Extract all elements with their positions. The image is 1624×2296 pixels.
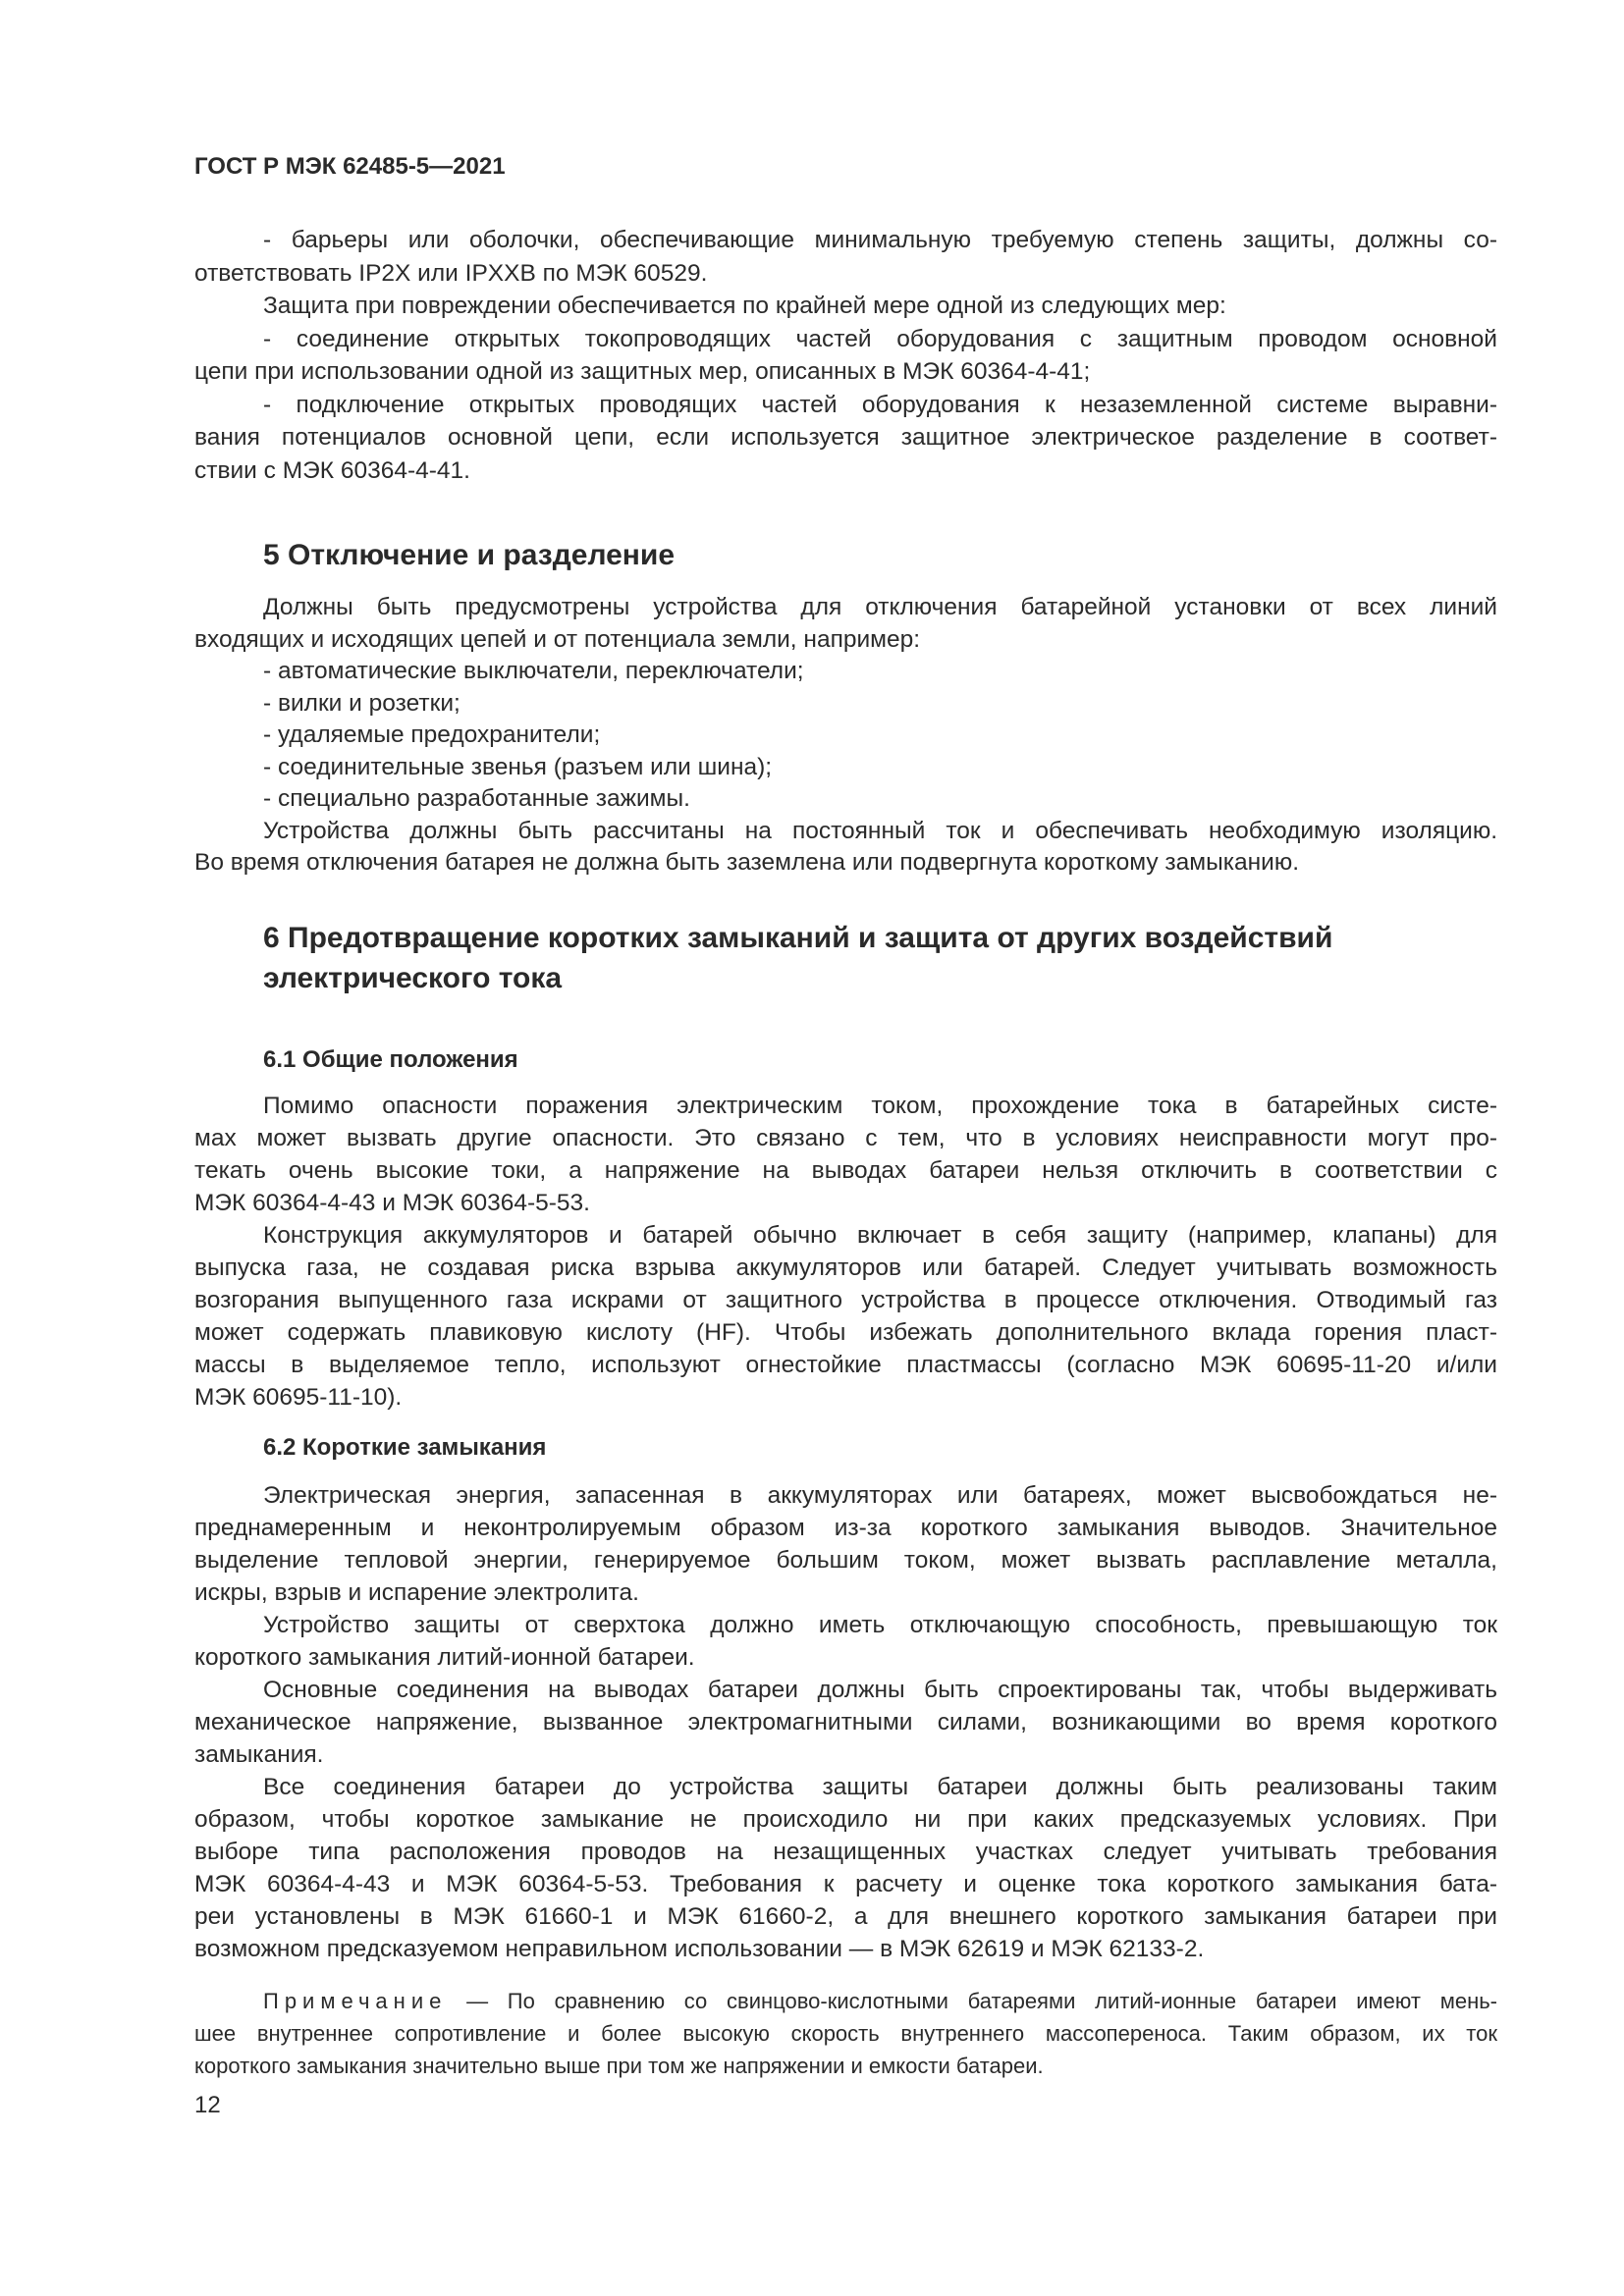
paragraph-line: короткого замыкания литий-ионной батареи. <box>194 1644 695 1671</box>
paragraph-line: цепи при использовании одной из защитных мер, описанных в МЭК 60364-4-41; <box>194 358 1091 385</box>
section-6-1-heading: 6.1 Общие положения <box>263 1046 518 1073</box>
paragraph-line: входящих и исходящих цепей и от потенциала земли, например: <box>194 625 921 653</box>
note-text: — По сравнению со свинцово-кислотными батареями литий-ионные батареи имеют мень- <box>447 1989 1497 2013</box>
note-line: шее внутреннее сопротивление и более высокую скорость внутреннего массопереноса. Таким образом, их ток <box>194 2021 1497 2046</box>
paragraph-line: Все соединения батареи до устройства защиты батареи должны быть реализованы таким <box>263 1774 1497 1800</box>
paragraph-line: Устройства должны быть рассчитаны на постоянный ток и обеспечивать необходимую изоляцию. <box>263 817 1497 844</box>
paragraph-line: Должны быть предусмотрены устройства для отключения батарейной установки от всех линий <box>263 594 1497 620</box>
paragraph-line: возгорания выпущенного газа искрами от защитного устройства в процессе отключения. Отводимый газ <box>194 1287 1497 1313</box>
paragraph-line: Основные соединения на выводах батареи должны быть спроектированы так, чтобы выдерживать <box>263 1677 1497 1703</box>
paragraph-line: - специально разработанные зажимы. <box>263 785 690 812</box>
paragraph-line: выпуска газа, не создавая риска взрыва аккумуляторов или батарей. Следует учитывать возможность <box>194 1255 1497 1281</box>
section-5-heading: 5 Отключение и разделение <box>263 539 676 571</box>
paragraph-line: мах может вызвать другие опасности. Это связано с тем, что в условиях неисправности могут про- <box>194 1125 1497 1151</box>
paragraph-line: может содержать плавиковую кислоту (HF). Чтобы избежать дополнительного вклада горения пласт- <box>194 1319 1497 1346</box>
note-line <box>194 1985 1497 2017</box>
section-6-2-heading: 6.2 Короткие замыкания <box>263 1434 547 1461</box>
paragraph-line: Помимо опасности поражения электрическим током, прохождение тока в батарейных систе- <box>263 1093 1497 1119</box>
paragraph-line: преднамеренным и неконтролируемым образом из-за короткого замыкания выводов. Значительное <box>194 1515 1497 1541</box>
paragraph-line: - удаляемые предохранители; <box>263 721 601 748</box>
text-block-section-6-1 <box>194 1090 1497 1414</box>
paragraph-line: Во время отключения батарея не должна быть заземлена или подвергнута короткому замыканию. <box>194 849 1300 876</box>
paragraph-line: механическое напряжение, вызванное электромагнитными силами, возникающими во время короткого <box>194 1709 1497 1735</box>
paragraph-line: - вилки и розетки; <box>263 689 460 717</box>
paragraph-line: текать очень высокие токи, а напряжение на выводах батареи нельзя отключить в соответствии с <box>194 1157 1497 1184</box>
paragraph-line: вания потенциалов основной цепи, если используется защитное электрическое разделение в соответ- <box>194 424 1497 451</box>
paragraph-line: замыкания. <box>194 1741 324 1768</box>
paragraph-line: МЭК 60364-4-43 и МЭК 60364-5-53. Требования к расчету и оценке тока короткого замыкания бата- <box>194 1871 1497 1897</box>
section-6-heading-line1: 6 Предотвращение коротких замыканий и защита от других воздействий <box>263 922 1333 954</box>
paragraph-line: массы в выделяемое тепло, используют огнестойкие пластмассы (согласно МЭК 60695-11-20 и/или <box>194 1352 1497 1378</box>
paragraph-line: Конструкция аккумуляторов и батарей обычно включает в себя защиту (например, клапаны) для <box>263 1222 1497 1249</box>
paragraph-line: выделение тепловой энергии, генерируемое большим током, может вызвать расплавление металла, <box>194 1547 1497 1574</box>
paragraph-line: возможном предсказуемом неправильном использовании — в МЭК 62619 и МЭК 62133-2. <box>194 1936 1205 1962</box>
paragraph-line: Электрическая энергия, запасенная в аккумуляторах или батареях, может высвобождаться не- <box>263 1482 1497 1509</box>
text-block-protection <box>194 224 1497 487</box>
paragraph-line: Устройство защиты от сверхтока должно иметь отключающую способность, превышающую ток <box>263 1612 1497 1638</box>
paragraph-line: реи установлены в МЭК 61660-1 и МЭК 61660-2, а для внешнего короткого замыкания батареи при <box>194 1903 1497 1930</box>
paragraph-line: - барьеры или оболочки, обеспечивающие минимальную требуемую степень защиты, должны со- <box>263 227 1497 253</box>
paragraph-line: - соединение открытых токопроводящих частей оборудования с защитным проводом основной <box>263 325 1497 352</box>
section-6-heading-line2: электрического тока <box>263 962 563 994</box>
note <box>194 1985 1497 2082</box>
note-line: короткого замыкания значительно выше при том же напряжении и емкости батареи. <box>194 2054 1044 2078</box>
paragraph-line: МЭК 60364-4-43 и МЭК 60364-5-53. <box>194 1190 590 1216</box>
text-block-section-6-2 <box>194 1479 1497 1965</box>
paragraph-line: выборе типа расположения проводов на незащищенных участках следует учитывать требования <box>194 1839 1497 1865</box>
paragraph-line: - соединительные звенья (разъем или шина); <box>263 753 773 780</box>
paragraph-line: - автоматические выключатели, переключатели; <box>263 658 804 684</box>
paragraph-line: ответствовать IP2X или IPXXB по МЭК 60529. <box>194 259 708 287</box>
section-6-heading <box>263 918 1497 998</box>
page-number: 12 <box>194 2092 221 2118</box>
note-label: Примечание <box>263 1989 448 2013</box>
paragraph-line: МЭК 60695-11-10). <box>194 1384 403 1411</box>
paragraph-line: образом, чтобы короткое замыкание не происходило ни при каких предсказуемых условиях. При <box>194 1806 1497 1833</box>
paragraph-line: Защита при повреждении обеспечивается по крайней мере одной из следующих мер: <box>263 293 1226 319</box>
paragraph-line: ствии с МЭК 60364-4-41. <box>194 456 470 484</box>
document-header: ГОСТ Р МЭК 62485-5—2021 <box>194 153 506 180</box>
paragraph-line: искры, взрыв и испарение электролита. <box>194 1579 639 1606</box>
text-block-section-5 <box>194 592 1497 880</box>
paragraph-line: - подключение открытых проводящих частей оборудования к незаземленной системе выравни- <box>263 391 1497 418</box>
